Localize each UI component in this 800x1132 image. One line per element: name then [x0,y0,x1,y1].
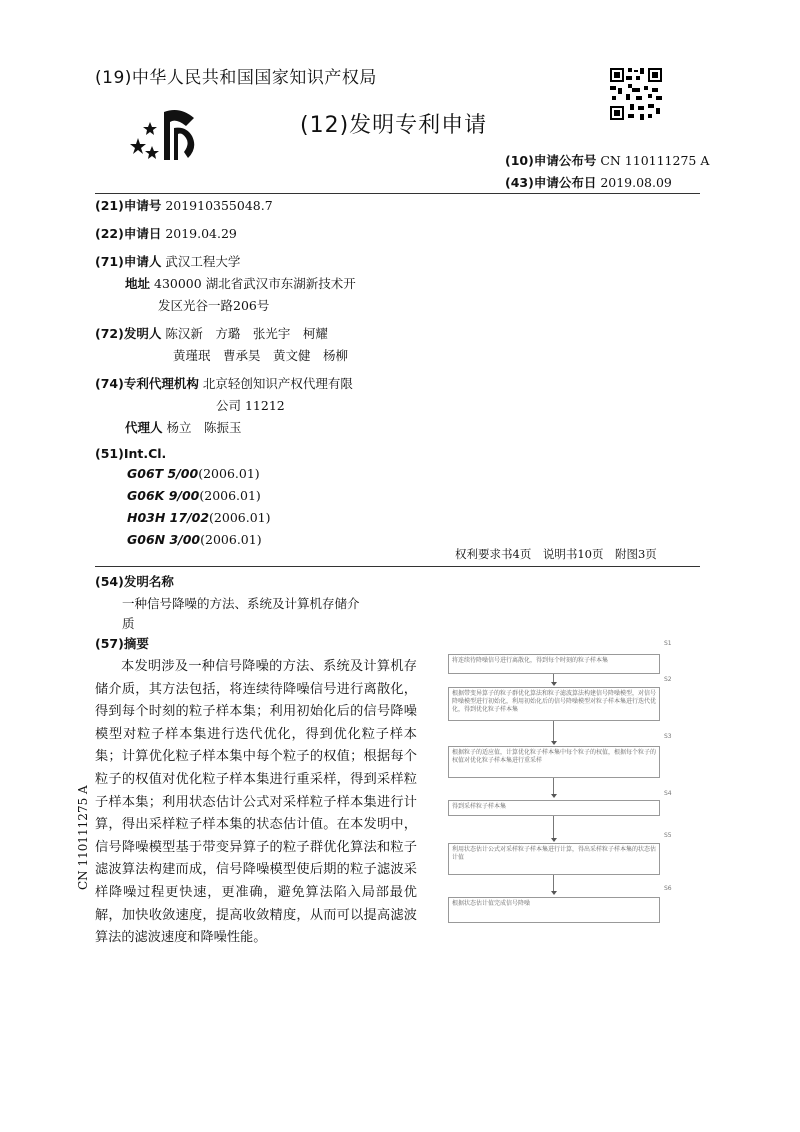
document-type: (12)发明专利申请 [300,113,488,138]
flow-arrow-icon [553,721,554,743]
address-row [125,273,356,295]
flow-step-label: S3 [664,733,672,740]
app-no: 201910355048.7 [165,198,273,213]
pub-no: CN 110111275 A [600,153,710,168]
flow-arrow-icon [553,875,554,893]
pub-no-label: (10)申请公布号 [505,153,597,168]
agents: 杨立 陈振玉 [166,420,242,435]
qr-code-icon [608,66,664,122]
flow-step-box: 利用状态估计公式对采样粒子样本集进行计算，得出采样粒子样本集的状态估计值 [448,843,660,875]
inventors-line2: 黄瑾珉 曹承昊 黄文健 杨柳 [173,348,349,363]
ipc-code: G06T 5/00 [127,466,199,481]
office-name: (19)中华人民共和国国家知识产权局 [95,68,377,88]
agency-label: (74)专利代理机构 [95,376,199,391]
ipc-version: (2006.01) [199,488,261,503]
ipc-row [127,510,270,525]
agency-row [95,373,353,395]
abstract-label: (57)摘要 [95,636,149,651]
applicant-label: (71)申请人 [95,254,162,269]
applicant-row [95,251,240,273]
ipc-code: G06N 3/00 [127,532,201,547]
title-label: (54)发明名称 [95,574,174,589]
title-line2: 质 [122,616,135,631]
cnipa-logo-icon [128,100,218,170]
title-line1: 一种信号降噪的方法、系统及计算机存储介 [122,596,360,611]
ipc-row [127,488,261,503]
flow-arrow-icon [553,674,554,684]
page-count-info: 权利要求书4页 说明书10页 附图3页 [455,547,657,561]
applicant: 武汉工程大学 [165,254,241,269]
application-date-row [95,223,237,245]
app-no-label: (21)申请号 [95,198,162,213]
agent-label: 代理人 [125,420,163,435]
flow-step-label: S1 [664,640,672,647]
side-publication-number: CN 110111275 A [76,785,90,890]
abstract-text: 本发明涉及一种信号降噪的方法、系统及计算机存储介质，其方法包括，将连续待降噪信号进行离散化，得到每个时刻的粒子样本集；利用初始化后的信号降噪模型对粒子样本集进行迭代优化，得到优化粒子样本集；计算优化粒子样本集中每个粒子的权值；根据每个粒子的权值对优化粒子样本集进行重采样，得到采样粒子样本集；利用状态估计公式对采样粒子样本集进行计算，得出采样粒子样本集的状态估计值。在本发明中，信号降噪模型基于带变异算子的粒子群优化算法和粒子滤波算法构建而成，信号降噪模型使后期的粒子滤波采样降噪过程更快速，更准确，避免算法陷入局部最优解，加快收敛速度，提高收敛精度，从而可以提高滤波算法的滤波速度和降噪性能。 [95,659,417,946]
address-line1: 430000 湖北省武汉市东湖新技术开 [154,276,356,291]
app-date-label: (22)申请日 [95,226,162,241]
flow-step-box: 根据状态估计值完成信号降噪 [448,897,660,923]
pub-date: 2019.08.09 [600,175,672,190]
flow-step-label: S6 [664,885,672,892]
ipc-code: H03H 17/02 [127,510,210,525]
pub-date-label: (43)申请公布日 [505,175,597,190]
app-date: 2019.04.29 [165,226,237,241]
header-divider [95,193,700,194]
intcl-label: (51)Int.Cl. [95,446,167,461]
agency-line1: 北京轻创知识产权代理有限 [202,376,353,391]
address-line2: 发区光谷一路206号 [158,298,270,313]
ipc-version: (2006.01) [198,466,260,481]
flow-step-label: S4 [664,790,672,797]
publication-date-row [505,173,672,191]
application-number-row [95,195,273,217]
mid-divider [95,566,700,567]
address-label: 地址 [125,276,151,291]
flow-arrow-icon [553,816,554,840]
flow-step-box: 根据粒子的适应值，计算优化粒子样本集中每个粒子的权值，根据每个粒子的权值对优化粒子样本集进行重采样 [448,746,660,778]
publication-number-row [505,151,709,169]
ipc-row [127,532,262,547]
inventor-row [95,323,328,345]
flow-step-label: S5 [664,832,672,839]
flow-step-box: 将连续待降噪信号进行离散化，得到每个时刻的粒子样本集 [448,654,660,674]
agent-row [125,417,242,439]
agency-line2: 公司 11212 [216,398,285,413]
inventor-label: (72)发明人 [95,326,162,341]
inventors-line1: 陈汉新 方璐 张光宇 柯耀 [165,326,328,341]
flow-step-box: 得到采样粒子样本集 [448,800,660,816]
flow-step-label: S2 [664,676,672,683]
ipc-row [127,466,260,481]
flow-arrow-icon [553,778,554,796]
ipc-version: (2006.01) [200,532,262,547]
ipc-version: (2006.01) [209,510,271,525]
flow-step-box: 根据带变异算子的粒子群优化算法和粒子滤波算法构建信号降噪模型，对信号降噪模型进行初始化，利用初始化后的信号降噪模型对粒子样本集进行迭代优化，得到优化粒子样本集 [448,687,660,721]
ipc-code: G06K 9/00 [127,488,200,503]
